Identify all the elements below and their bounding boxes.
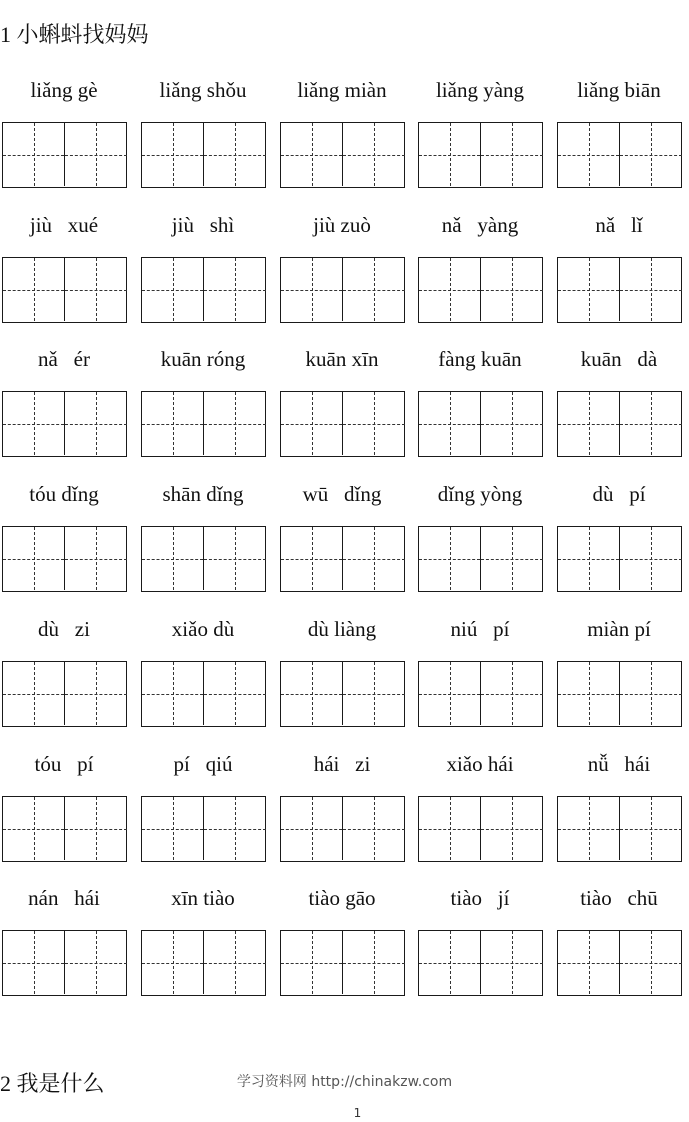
footer-watermark: 学习资料网 http://chinakzw.com [236,1074,453,1090]
pinyin-label: miàn pí [587,617,651,641]
horizontal-guide-line [142,155,203,156]
tianzige-cell[interactable] [343,662,405,725]
tianzige-cell[interactable] [343,797,405,860]
tianzige-cell[interactable] [481,392,543,455]
horizontal-guide-line [281,290,342,291]
horizontal-guide-line [281,424,342,425]
tianzige-cell[interactable] [204,392,266,455]
horizontal-guide-line [142,963,203,964]
tianzige-cell[interactable] [558,123,620,186]
tianzige-cell[interactable] [419,123,481,186]
tianzige-cell[interactable] [343,392,405,455]
horizontal-guide-line [65,829,127,830]
pinyin-label: nǎ lǐ [595,213,643,237]
horizontal-guide-line [620,424,682,425]
horizontal-guide-line [65,424,127,425]
writing-box-pair[interactable] [2,391,127,457]
pinyin-label: jiù shì [171,213,235,237]
page-number: 1 [353,1106,362,1120]
tianzige-cell[interactable] [558,392,620,455]
tianzige-cell[interactable] [204,931,266,994]
tianzige-cell[interactable] [281,392,343,455]
tianzige-cell[interactable] [65,123,127,186]
horizontal-guide-line [204,424,266,425]
tianzige-cell[interactable] [142,662,204,725]
pinyin-label: jiù zuò [313,213,371,237]
pinyin-label: fàng kuān [438,347,522,371]
horizontal-guide-line [419,963,480,964]
horizontal-guide-line [558,963,619,964]
horizontal-guide-line [343,963,405,964]
writing-box-pair[interactable] [418,526,543,592]
writing-box-pair[interactable] [2,930,127,996]
tianzige-cell[interactable] [204,123,266,186]
horizontal-guide-line [281,829,342,830]
tianzige-cell[interactable] [281,527,343,590]
writing-box-pair[interactable] [280,930,405,996]
tianzige-cell[interactable] [281,931,343,994]
horizontal-guide-line [281,559,342,560]
writing-box-pair[interactable] [418,257,543,323]
horizontal-guide-line [142,290,203,291]
tianzige-cell[interactable] [3,527,65,590]
tianzige-cell[interactable] [419,392,481,455]
writing-box-pair[interactable] [280,796,405,862]
tianzige-cell[interactable] [142,931,204,994]
tianzige-cell[interactable] [481,662,543,725]
tianzige-cell[interactable] [142,123,204,186]
writing-box-pair[interactable] [141,257,266,323]
writing-box-pair[interactable] [141,661,266,727]
tianzige-cell[interactable] [481,527,543,590]
writing-box-pair[interactable] [418,661,543,727]
pinyin-label: tiào chū [580,886,658,910]
horizontal-guide-line [65,290,127,291]
horizontal-guide-line [281,155,342,156]
writing-box-pair[interactable] [2,661,127,727]
horizontal-guide-line [3,290,64,291]
pinyin-label: kuān róng [160,347,246,371]
section-heading-1: 1 小蝌蚪找妈妈 [0,22,149,47]
writing-box-pair[interactable] [557,391,682,457]
tianzige-cell[interactable] [481,258,543,321]
pinyin-label: jiù xué [29,213,99,237]
horizontal-guide-line [558,424,619,425]
horizontal-guide-line [419,424,480,425]
horizontal-guide-line [620,155,682,156]
horizontal-guide-line [558,829,619,830]
tianzige-cell[interactable] [65,258,127,321]
horizontal-guide-line [3,559,64,560]
tianzige-cell[interactable] [281,123,343,186]
horizontal-guide-line [142,424,203,425]
pinyin-label: xīn tiào [171,886,235,910]
writing-box-pair[interactable] [141,391,266,457]
horizontal-guide-line [65,694,127,695]
pinyin-label: tóu pí [34,752,94,776]
horizontal-guide-line [558,290,619,291]
horizontal-guide-line [3,694,64,695]
horizontal-guide-line [558,694,619,695]
tianzige-cell[interactable] [3,258,65,321]
tianzige-cell[interactable] [281,797,343,860]
pinyin-label: tiào gāo [308,886,376,910]
horizontal-guide-line [65,963,127,964]
horizontal-guide-line [343,559,405,560]
pinyin-label: tiào jí [450,886,510,910]
horizontal-guide-line [620,694,682,695]
tianzige-cell[interactable] [3,797,65,860]
horizontal-guide-line [281,694,342,695]
writing-box-pair[interactable] [557,122,682,188]
writing-box-pair[interactable] [141,526,266,592]
horizontal-guide-line [204,829,266,830]
pinyin-label: nán hái [28,886,100,910]
tianzige-cell[interactable] [204,527,266,590]
writing-box-pair[interactable] [557,930,682,996]
horizontal-guide-line [620,290,682,291]
writing-box-pair[interactable] [418,930,543,996]
tianzige-cell[interactable] [558,931,620,994]
tianzige-cell[interactable] [65,931,127,994]
tianzige-cell[interactable] [65,527,127,590]
tianzige-cell[interactable] [481,797,543,860]
pinyin-label: kuān dà [580,347,658,371]
tianzige-cell[interactable] [558,527,620,590]
tianzige-cell[interactable] [558,797,620,860]
horizontal-guide-line [419,559,480,560]
horizontal-guide-line [65,559,127,560]
tianzige-cell[interactable] [3,392,65,455]
horizontal-guide-line [419,290,480,291]
horizontal-guide-line [343,290,405,291]
tianzige-cell[interactable] [142,797,204,860]
pinyin-label: dǐng yòng [437,482,523,506]
writing-box-pair[interactable] [557,257,682,323]
horizontal-guide-line [419,155,480,156]
section-heading-2: 2 我是什么 [0,1071,105,1096]
pinyin-label: dù zi [38,617,90,641]
horizontal-guide-line [3,963,64,964]
tianzige-cell[interactable] [620,258,682,321]
tianzige-cell[interactable] [3,662,65,725]
writing-box-pair[interactable] [280,391,405,457]
pinyin-label: dù pí [592,482,646,506]
pinyin-label: liǎng yàng [435,78,525,102]
writing-box-pair[interactable] [557,526,682,592]
pinyin-label: dù liàng [307,617,377,641]
writing-box-pair[interactable] [418,122,543,188]
tianzige-cell[interactable] [620,797,682,860]
writing-box-pair[interactable] [557,661,682,727]
horizontal-guide-line [343,424,405,425]
pinyin-label: xiǎo hái [446,752,514,776]
horizontal-guide-line [481,559,543,560]
horizontal-guide-line [3,829,64,830]
horizontal-guide-line [343,694,405,695]
pinyin-label: tóu dǐng [29,482,99,506]
horizontal-guide-line [481,155,543,156]
tianzige-cell[interactable] [620,662,682,725]
writing-box-pair[interactable] [280,526,405,592]
tianzige-cell[interactable] [65,662,127,725]
writing-box-pair[interactable] [141,796,266,862]
tianzige-cell[interactable] [419,931,481,994]
tianzige-cell[interactable] [481,931,543,994]
writing-box-pair[interactable] [2,526,127,592]
horizontal-guide-line [620,559,682,560]
writing-box-pair[interactable] [280,122,405,188]
horizontal-guide-line [3,155,64,156]
writing-box-pair[interactable] [2,122,127,188]
tianzige-cell[interactable] [419,258,481,321]
horizontal-guide-line [620,829,682,830]
horizontal-guide-line [3,424,64,425]
horizontal-guide-line [558,155,619,156]
tianzige-cell[interactable] [558,258,620,321]
tianzige-cell[interactable] [343,527,405,590]
tianzige-cell[interactable] [419,662,481,725]
horizontal-guide-line [481,290,543,291]
writing-box-pair[interactable] [418,796,543,862]
pinyin-label: xiǎo dù [171,617,235,641]
writing-box-pair[interactable] [557,796,682,862]
writing-box-pair[interactable] [418,391,543,457]
tianzige-cell[interactable] [204,797,266,860]
horizontal-guide-line [204,694,266,695]
horizontal-guide-line [204,963,266,964]
tianzige-cell[interactable] [142,392,204,455]
tianzige-cell[interactable] [204,258,266,321]
tianzige-cell[interactable] [142,527,204,590]
pinyin-label: nǎ ér [38,347,90,371]
pinyin-label: kuān xīn [305,347,379,371]
horizontal-guide-line [142,694,203,695]
tianzige-cell[interactable] [481,123,543,186]
tianzige-cell[interactable] [281,662,343,725]
tianzige-cell[interactable] [343,258,405,321]
horizontal-guide-line [558,559,619,560]
pinyin-label: nǚ hái [587,752,651,776]
tianzige-cell[interactable] [142,258,204,321]
tianzige-cell[interactable] [343,123,405,186]
horizontal-guide-line [481,829,543,830]
writing-box-pair[interactable] [280,661,405,727]
tianzige-cell[interactable] [3,123,65,186]
horizontal-guide-line [481,694,543,695]
horizontal-guide-line [142,829,203,830]
writing-box-pair[interactable] [2,257,127,323]
writing-box-pair[interactable] [280,257,405,323]
tianzige-cell[interactable] [343,931,405,994]
pinyin-label: hái zi [313,752,371,776]
horizontal-guide-line [281,963,342,964]
tianzige-cell[interactable] [204,662,266,725]
tianzige-cell[interactable] [419,527,481,590]
pinyin-label: shān dǐng [162,482,244,506]
tianzige-cell[interactable] [3,931,65,994]
writing-box-pair[interactable] [141,930,266,996]
tianzige-cell[interactable] [620,392,682,455]
horizontal-guide-line [142,559,203,560]
pinyin-label: wū dǐng [302,482,382,506]
pinyin-label: nǎ yàng [441,213,519,237]
horizontal-guide-line [481,963,543,964]
tianzige-cell[interactable] [620,123,682,186]
tianzige-cell[interactable] [65,797,127,860]
horizontal-guide-line [65,155,127,156]
pinyin-label: liǎng shǒu [159,78,247,102]
pinyin-label: niú pí [450,617,510,641]
writing-box-pair[interactable] [2,796,127,862]
horizontal-guide-line [419,829,480,830]
pinyin-label: liǎng gè [30,78,98,102]
pinyin-label: liǎng biān [577,78,661,102]
horizontal-guide-line [204,559,266,560]
horizontal-guide-line [481,424,543,425]
tianzige-cell[interactable] [558,662,620,725]
horizontal-guide-line [204,155,266,156]
tianzige-cell[interactable] [419,797,481,860]
tianzige-cell[interactable] [65,392,127,455]
tianzige-cell[interactable] [620,527,682,590]
pinyin-label: pí qiú [173,752,233,776]
horizontal-guide-line [419,694,480,695]
writing-box-pair[interactable] [141,122,266,188]
horizontal-guide-line [204,290,266,291]
tianzige-cell[interactable] [281,258,343,321]
horizontal-guide-line [620,963,682,964]
horizontal-guide-line [343,155,405,156]
pinyin-label: liǎng miàn [297,78,387,102]
tianzige-cell[interactable] [620,931,682,994]
horizontal-guide-line [343,829,405,830]
